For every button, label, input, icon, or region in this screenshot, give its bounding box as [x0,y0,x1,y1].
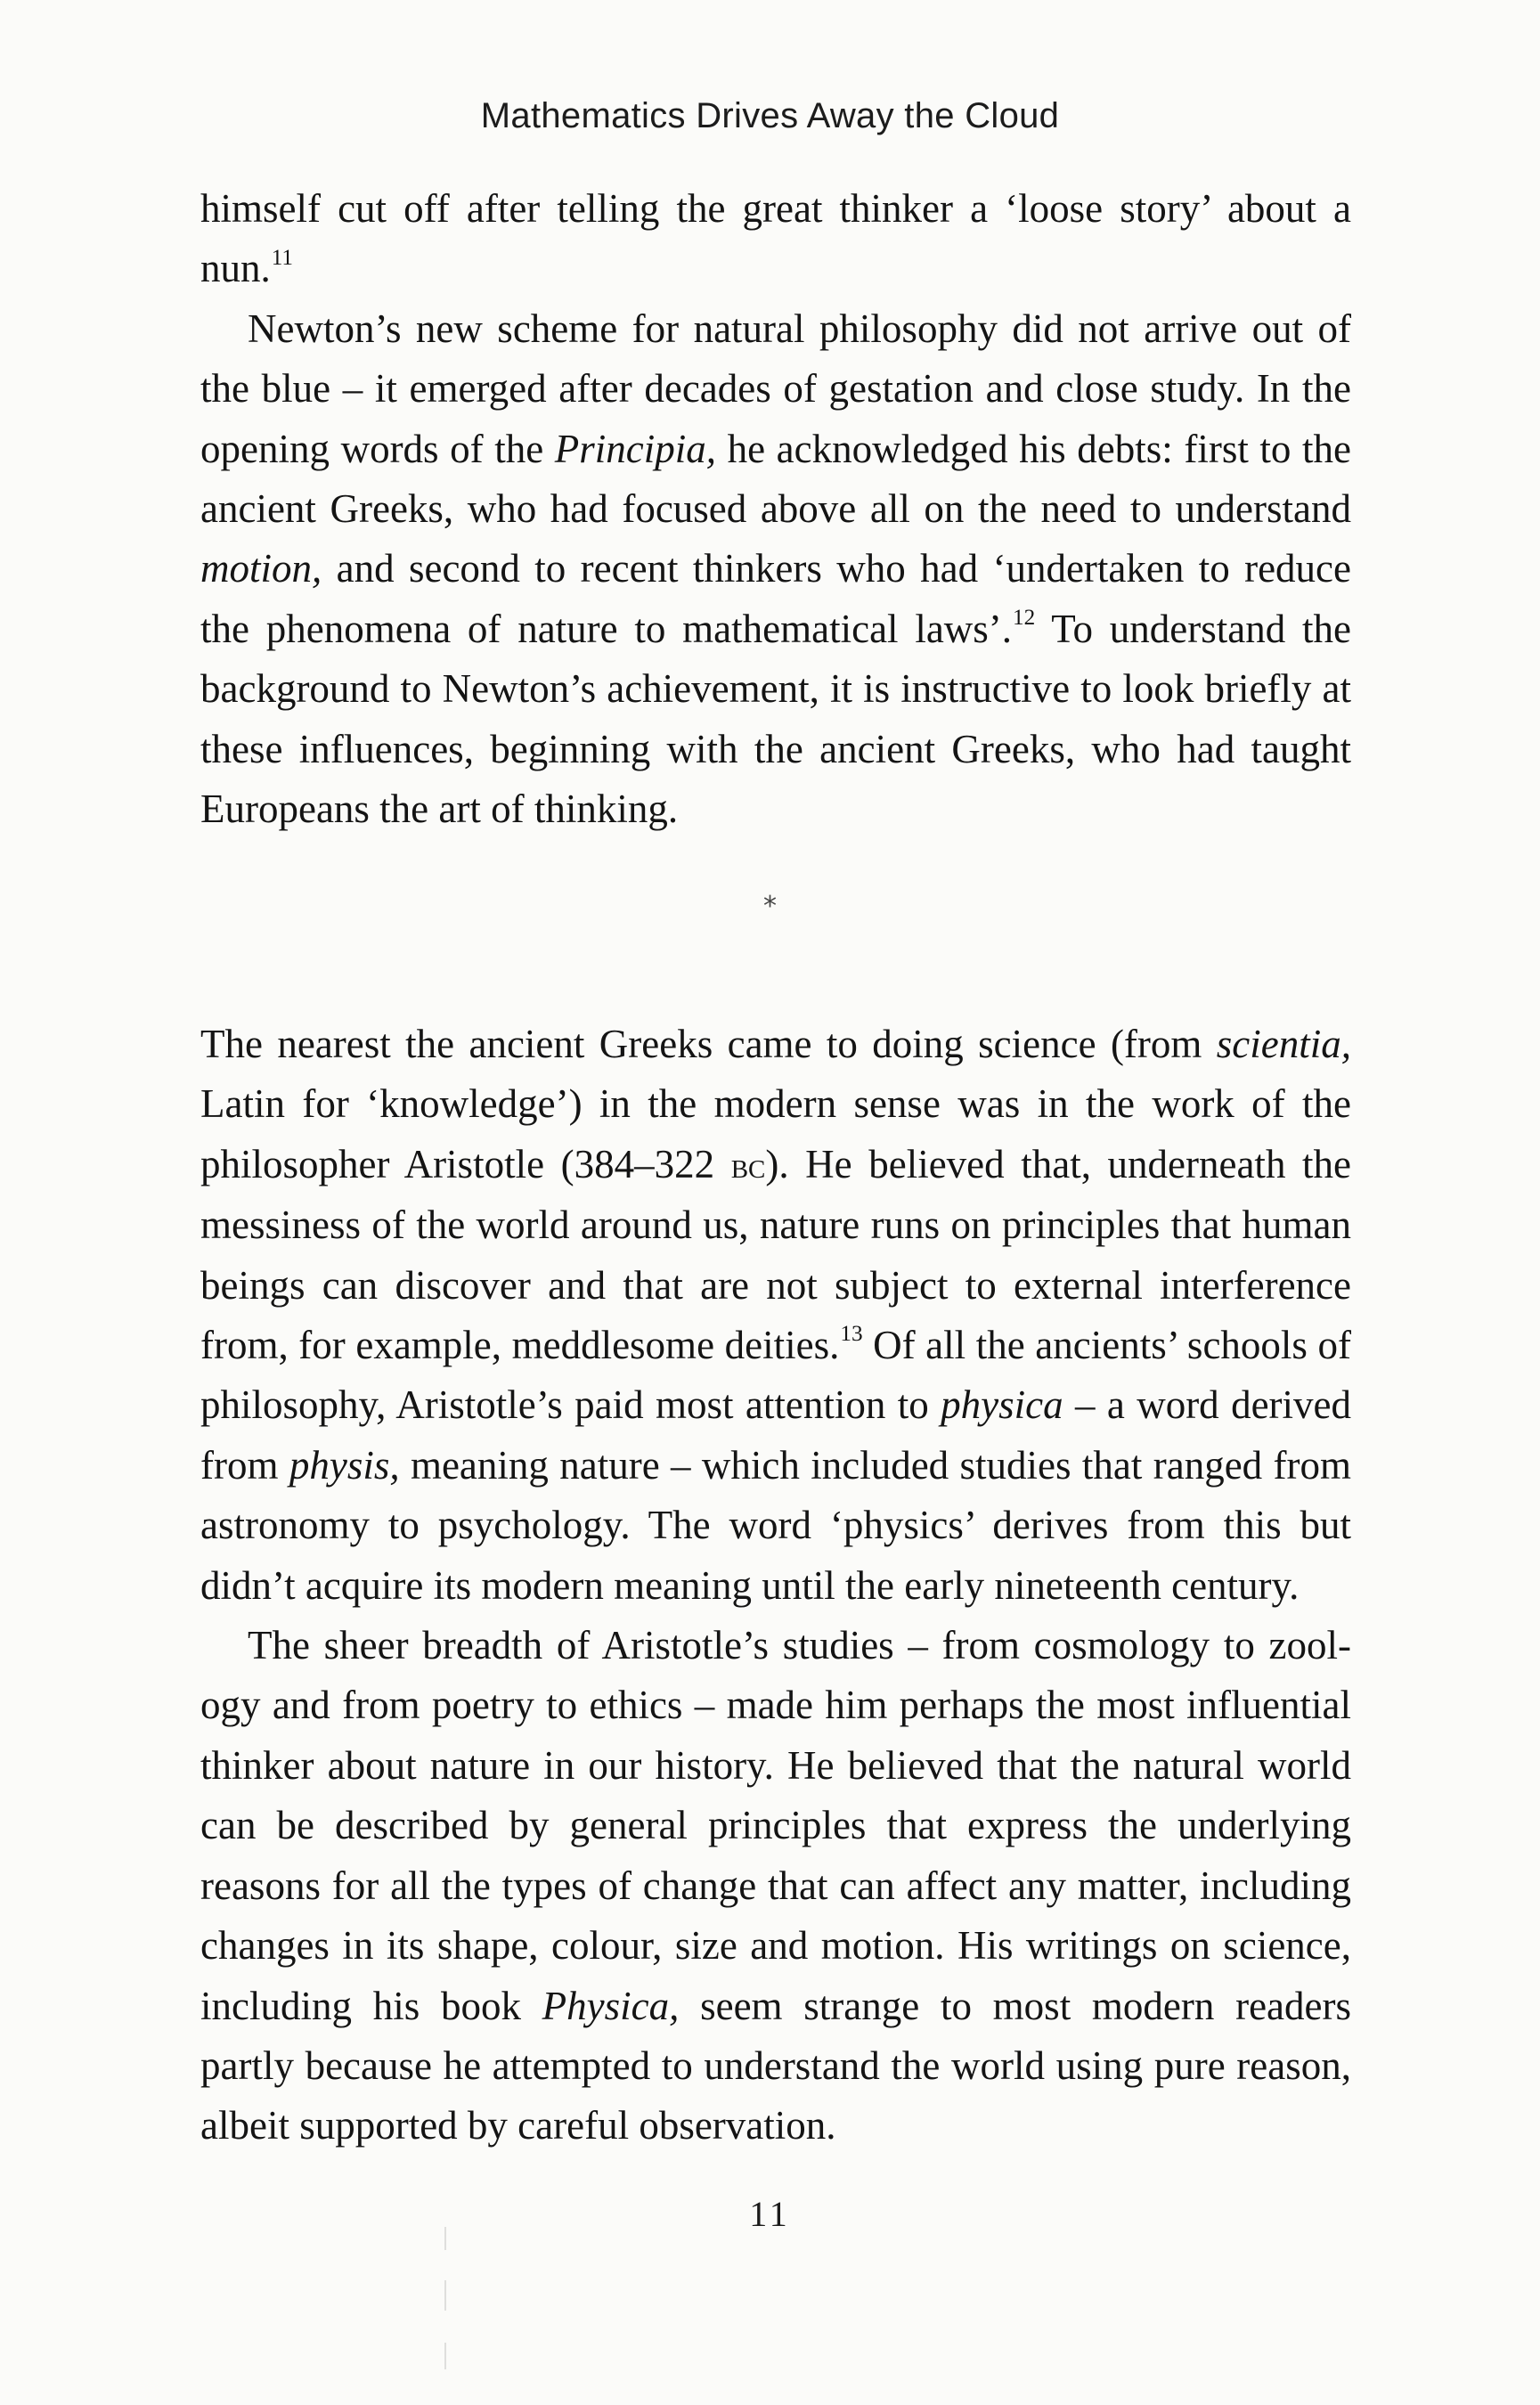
small-caps-era: bc [730,1144,766,1186]
italic-title: Principia, [554,426,717,471]
scan-mark [444,2343,446,2369]
paragraph-newton-scheme: Newton’s new scheme for natural philosophy did not arrive out of the blue – it emerged after decades of gestation and close study. In the opening words of the Principia, he acknowledged his debts: first to the ancient Greeks, who had focused above all on the need to understand motion, and second to recent thinkers who had ‘undertaken to reduce the phenomena of nature to mathematical laws’.$^{12}$ To understand the background to Newton’s achievement, it is instructive to look briefly at these influences, beginning with the ancient Greeks, who had taught Europeans the art of thinking. [200,306,1351,832]
italic-title: Physica, [542,1983,680,2028]
italic-term: physica [941,1382,1063,1428]
text-block-lower [200,1015,1351,2156]
italic-term: physis, [289,1442,400,1488]
scan-mark [444,2280,446,2311]
footnote-ref: 12 [1013,606,1036,631]
scan-mark [444,2227,446,2250]
running-head: Mathematics Drives Away the Cloud [480,96,1060,135]
section-break-asterisk: * [763,891,777,922]
paragraph-aristotle-breadth: The sheer breadth of Aristotle’s studies – from cosmology to zoology and from poetry to ethics – made him perhaps the most influential thinker about nature in our history. He believed that the natural world can be described by general principles that express the underlying reasons for all the types of change that can affect any matter, including changes in its shape, colour, size and motion. His writings on science, including his book Physica, seem strange to most modern readers partly because he attempted to understand the world using pure reason, albeit supported by careful observation. [200,1623,1351,2148]
footnote-ref: 13 [840,1322,863,1347]
page-number: 11 [749,2194,791,2234]
italic-term: scientia, [1216,1022,1351,1066]
paragraph-aristotle-science: The nearest the ancient Greeks came to doing science (from scientia, Latin for ‘knowledge’) in the modern sense was in the work of the philosopher Aristotle (384–322 bc). He believed that, underneath the messiness of the world around us, nature runs on principles that human beings can discover and that are not subject to external interference from, for example, meddlesome deities.$^{13}$ Of all the ancients’ schools of philosophy, Aristotle’s paid most attention to physica – a word derived from physis, meaning nature – which included studies that ranged from astronomy to psychology. The word ‘physics’ derives from this but didn’t acquire its modern meaning until the early nineteenth century. [200,1022,1351,1608]
text-block-upper [200,179,1351,839]
footnote-ref: 11 [271,245,294,270]
italic-term: motion, [200,546,322,591]
paragraph-continuation: himself cut off after telling the great thinker a ‘loose story’ about a nun.$^{11}$ [200,186,1351,291]
